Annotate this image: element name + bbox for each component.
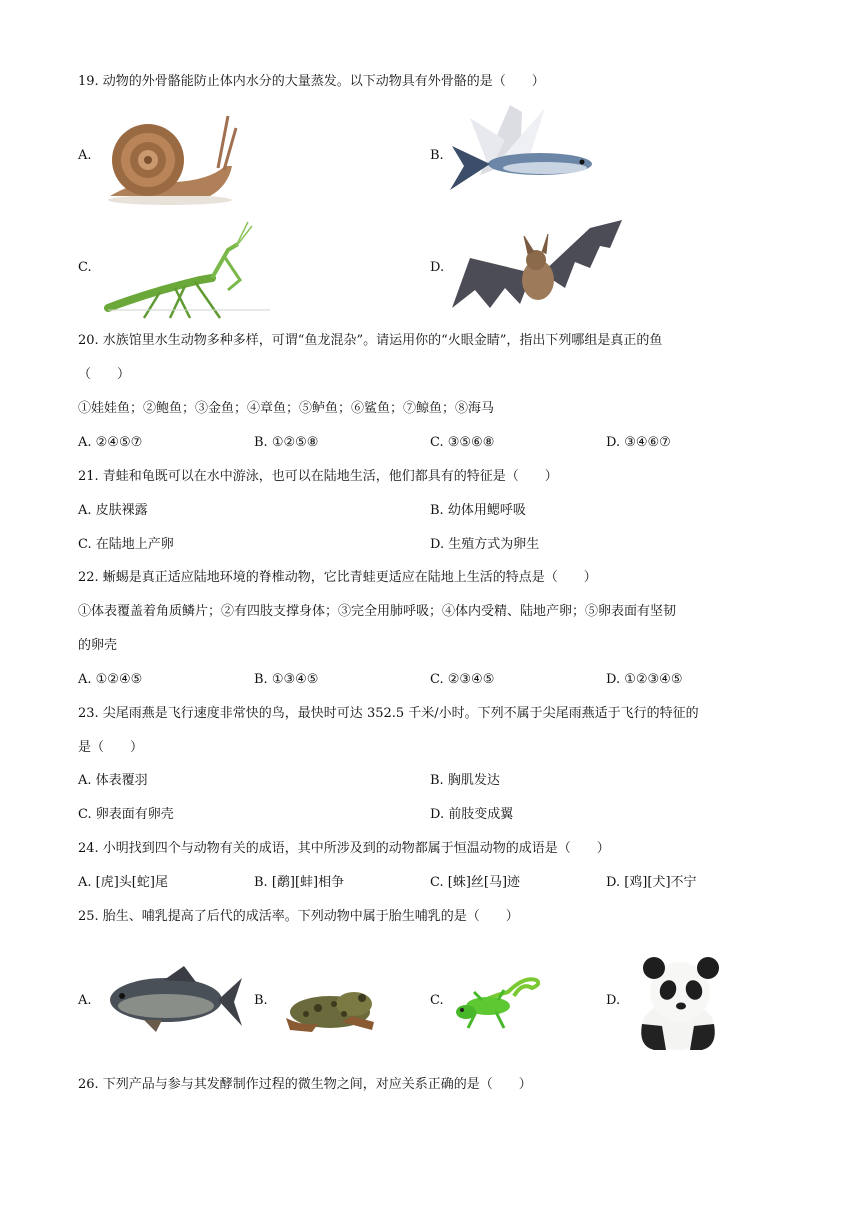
option-d[interactable]: D. ③④⑥⑦ xyxy=(606,435,671,450)
mantis-image xyxy=(100,220,270,325)
option-a[interactable]: A. 皮肤裸露 xyxy=(78,503,148,518)
option-d[interactable]: D. 生殖方式为卵生 xyxy=(430,537,540,552)
option-d-label[interactable]: D. xyxy=(606,993,621,1008)
question-20-stem: 20. 水族馆里水生动物多种多样，可谓“鱼龙混杂”。请运用你的“火眼金睛”，指出下列哪组是真正的鱼 xyxy=(78,333,663,348)
question-22-list-cont: 的卵壳 xyxy=(78,638,118,653)
question-23-stem: 23. 尖尾雨燕是飞行速度非常快的鸟，最快时可达 352.5 千米/小时。下列不属于尖尾雨燕适于飞行的特征的 xyxy=(78,706,699,721)
option-a-label[interactable]: A. xyxy=(78,993,92,1008)
question-24-stem: 24. 小明找到四个与动物有关的成语，其中所涉及到的动物都属于恒温动物的成语是（ ） xyxy=(78,841,610,856)
question-22-list: ①体表覆盖着角质鳞片；②有四肢支撑身体；③完全用肺呼吸；④体内受精、陆地产卵；⑤卵表面有坚韧 xyxy=(78,604,677,619)
panda-image xyxy=(628,954,726,1052)
option-d[interactable]: D. ①②③④⑤ xyxy=(606,672,683,687)
flying-fish-image xyxy=(450,100,600,215)
frog-image xyxy=(282,978,378,1034)
question-22-stem: 22. 蜥蜴是真正适应陆地环境的脊椎动物，它比青蛙更适应在陆地上生活的特点是（ ） xyxy=(78,570,597,585)
question-19-stem: 19. 动物的外骨骼能防止体内水分的大量蒸发。以下动物具有外骨骼的是（ ） xyxy=(78,74,545,89)
option-b[interactable]: B. [鹬][蚌]相争 xyxy=(254,875,345,890)
option-c[interactable]: C. [蛛]丝[马]迹 xyxy=(430,875,521,890)
option-d[interactable]: D. 前肢变成翼 xyxy=(430,807,514,822)
option-a-label[interactable]: A. xyxy=(78,148,92,163)
option-a[interactable]: A. 体表覆羽 xyxy=(78,773,148,788)
option-c[interactable]: C. ②③④⑤ xyxy=(430,672,495,687)
question-21-stem: 21. 青蛙和龟既可以在水中游泳，也可以在陆地生活，他们都具有的特征是（ ） xyxy=(78,469,558,484)
option-b[interactable]: B. 胸肌发达 xyxy=(430,773,500,788)
option-b-label[interactable]: B. xyxy=(254,993,268,1008)
carp-image xyxy=(104,962,242,1032)
question-25-stem: 25. 胎生、哺乳提高了后代的成活率。下列动物中属于胎生哺乳的是（ ） xyxy=(78,909,519,924)
question-26-stem: 26. 下列产品与参与其发酵制作过程的微生物之间，对应关系正确的是（ ） xyxy=(78,1077,532,1092)
option-a[interactable]: A. ②④⑤⑦ xyxy=(78,435,143,450)
option-c[interactable]: C. 在陆地上产卵 xyxy=(78,537,174,552)
option-b[interactable]: B. 幼体用鳃呼吸 xyxy=(430,503,526,518)
option-c[interactable]: C. 卵表面有卵壳 xyxy=(78,807,174,822)
question-20-list: ①娃娃鱼；②鲍鱼；③金鱼；④章鱼；⑤鲈鱼；⑥鲨鱼；⑦鲸鱼；⑧海马 xyxy=(78,401,495,416)
option-b[interactable]: B. ①②⑤⑧ xyxy=(254,435,319,450)
option-a[interactable]: A. ①②④⑤ xyxy=(78,672,143,687)
option-b[interactable]: B. ①③④⑤ xyxy=(254,672,319,687)
option-b-label[interactable]: B. xyxy=(430,148,444,163)
question-20-bracket: （ ） xyxy=(78,367,131,382)
option-c[interactable]: C. ③⑤⑥⑧ xyxy=(430,435,495,450)
lizard-image xyxy=(452,966,540,1032)
bat-image xyxy=(450,218,625,318)
option-d[interactable]: D. [鸡][犬]不宁 xyxy=(606,875,697,890)
option-c-label[interactable]: C. xyxy=(430,993,444,1008)
question-23-stem-cont: 是（ ） xyxy=(78,740,144,755)
option-d-label[interactable]: D. xyxy=(430,260,445,275)
option-c-label[interactable]: C. xyxy=(78,260,92,275)
option-a[interactable]: A. [虎]头[蛇]尾 xyxy=(78,875,168,890)
snail-image xyxy=(100,108,240,208)
